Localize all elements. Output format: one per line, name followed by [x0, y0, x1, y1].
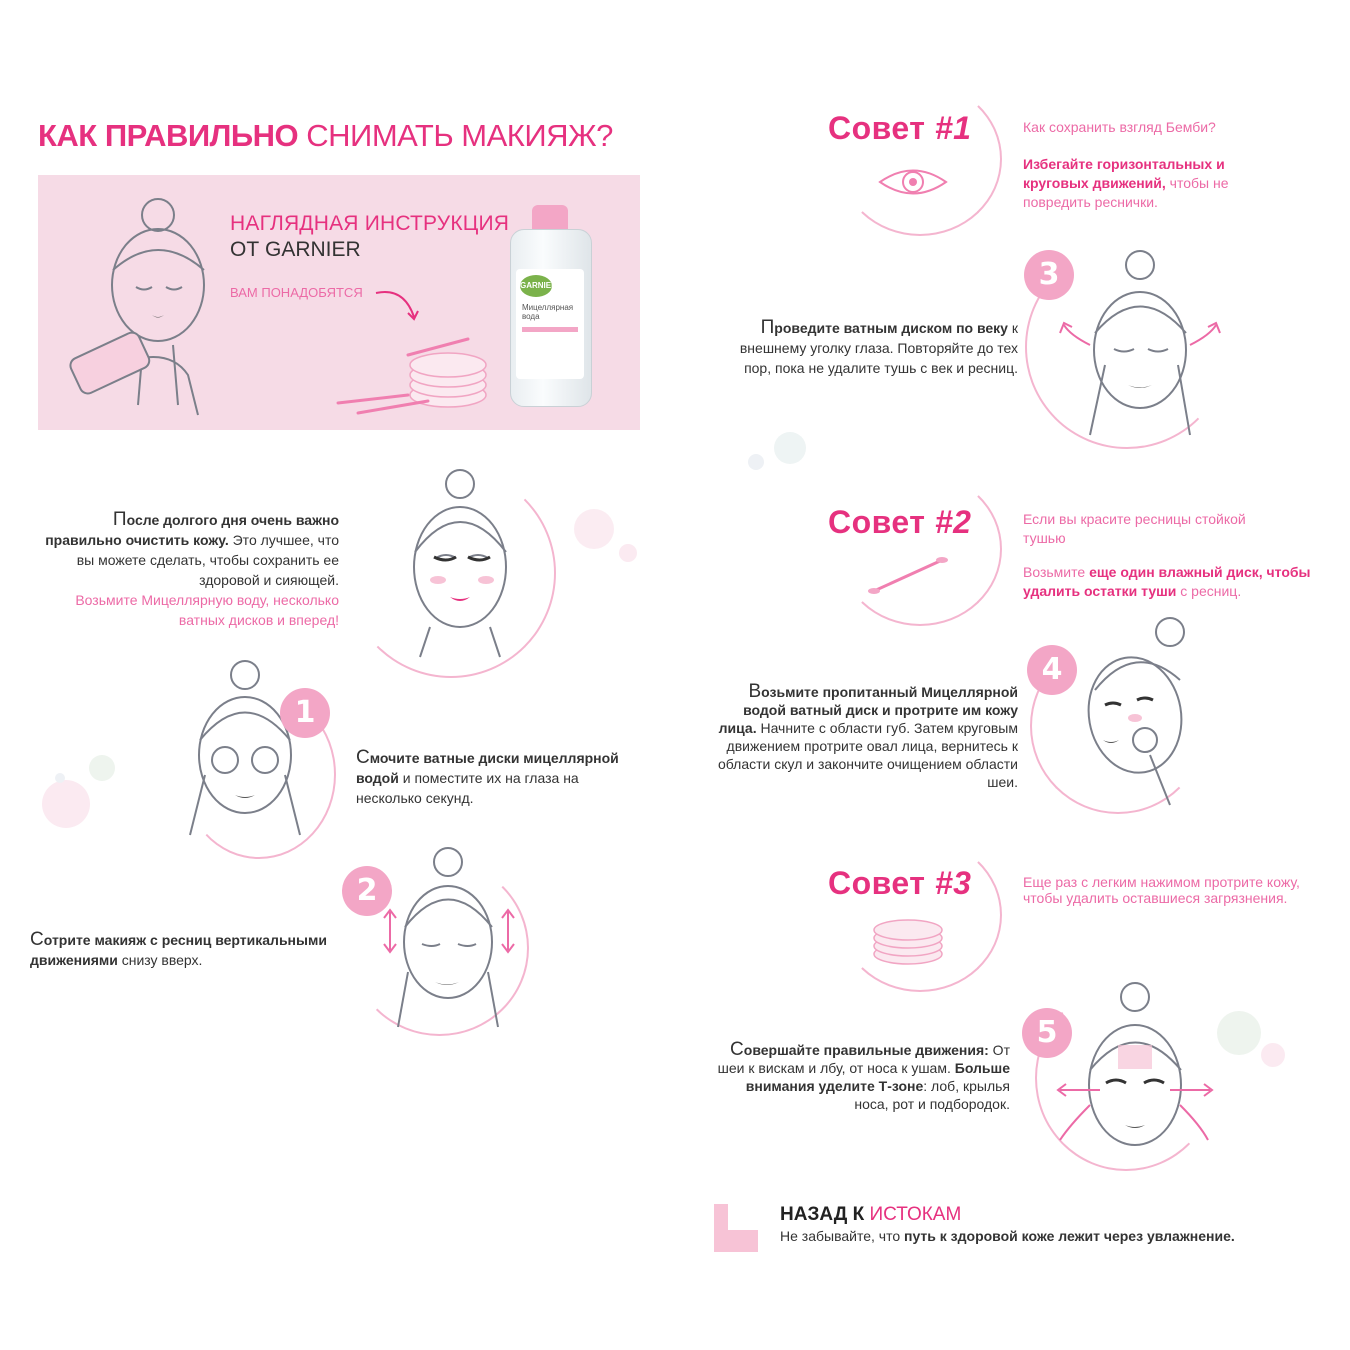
- step2-normal: снизу вверх.: [117, 952, 203, 968]
- step2-bold: отрите макияж с ресниц вертикальными движениями: [30, 932, 327, 968]
- tip1-normal: чтобы не повредить реснички.: [1023, 175, 1229, 210]
- step1-cap: С: [356, 747, 370, 768]
- step4-badge: 4: [1027, 645, 1077, 695]
- intro-text: [40, 510, 339, 630]
- title-bold: КАК ПРАВИЛЬНО: [38, 118, 299, 153]
- bubbles-decoration: [568, 505, 648, 575]
- footer-title: [780, 1204, 961, 1226]
- intro-cap: П: [112, 509, 127, 530]
- bubbles-decoration: [742, 430, 812, 480]
- cotton-pads-icon: [868, 918, 948, 968]
- step1-text: [356, 748, 636, 808]
- step2-cap: С: [30, 929, 44, 950]
- step4-normal: Начните с области губ. Затем круговым движением протрите овал лица, вернитесь к области скул и закончите очищением области шеи.: [717, 720, 1018, 790]
- banner-need-label: ВАМ ПОНАДОБЯТСЯ: [230, 285, 363, 300]
- footer-normal: Не забывайте, что: [780, 1228, 905, 1244]
- step5-normal: От шеи к вискам и лбу, от носа к ушам.: [717, 1042, 1010, 1076]
- product-label: Мицеллярная вода: [522, 303, 574, 321]
- footer-title-bold: НАЗАД К: [780, 1204, 865, 1225]
- step1-bold: мочите ватные диски мицеллярной водой: [356, 750, 619, 786]
- girl-wiping-eyelid-illustration: [1050, 245, 1230, 445]
- step5-badge: 5: [1022, 1008, 1072, 1058]
- step2-text: [30, 930, 340, 970]
- curved-arrow-icon: [374, 287, 434, 327]
- tip2-text: [1023, 563, 1313, 601]
- intro-normal: Это лучшее, что вы можете сделать, чтобы сохранить ее здоровой и сияющей.: [76, 532, 339, 588]
- tip2-word: Совет: [828, 504, 926, 540]
- step3-text: [718, 318, 1018, 378]
- footer-title-pink: ИСТОКАМ: [864, 1204, 962, 1225]
- step5-normal2: : лоб, крылья носа, рот и подбородок.: [854, 1078, 1010, 1112]
- tip1-circle: [838, 82, 1002, 236]
- intro-pink: Возьмите Мицеллярную воду, несколько ватных дисков и вперед!: [75, 592, 339, 628]
- step3-bold: роведите ватным диском по веку: [774, 320, 1008, 336]
- step5-bold2: Больше внимания уделите Т-зоне: [745, 1060, 1010, 1094]
- intro-bold: осле долгого дня очень важно правильно очистить кожу.: [45, 512, 339, 548]
- tip2-bold: еще один влажный диск, чтобы удалить остатки туши: [1023, 564, 1311, 599]
- instruction-banner: [38, 175, 640, 430]
- step3-cap: П: [760, 317, 775, 338]
- tip2-normal2: с ресниц.: [1176, 583, 1242, 599]
- step5-bold: овершайте правильные движения:: [743, 1042, 989, 1058]
- girl-wiping-cheek-illustration: [1075, 610, 1225, 810]
- step4-cap: В: [748, 681, 762, 702]
- cotton-swab-icon: [870, 555, 950, 595]
- girl-pads-on-eyes-illustration: [180, 655, 330, 845]
- title-rest: СНИМАТЬ МАКИЯЖ?: [298, 118, 613, 153]
- tip1-question: Как сохранить взгляд Бемби?: [1023, 119, 1216, 135]
- tip3-word: Совет: [828, 865, 926, 901]
- garnier-logo: GARNIER: [520, 275, 552, 297]
- step5-cap: С: [730, 1039, 744, 1060]
- tip1-bold: Избегайте горизонтальных и круговых движений,: [1023, 156, 1225, 191]
- step4-text: [705, 683, 1018, 791]
- step3-badge: 3: [1024, 250, 1074, 300]
- eye-icon: [878, 165, 948, 199]
- bubbles-decoration: [40, 752, 130, 842]
- tip1-text: [1023, 155, 1283, 212]
- girl-face-arrows-illustration: [1040, 975, 1220, 1175]
- tip1-word: Совет: [828, 110, 926, 146]
- banner-subtitle: ОТ GARNIER: [230, 238, 361, 261]
- tip2-num: #2: [934, 504, 972, 540]
- tip2-question: Если вы красите ресницы стойкой тушью: [1023, 511, 1246, 546]
- tip3-text: Еще раз с легким нажимом протрите кожу, чтобы удалить оставшиеся загрязнения.: [1023, 874, 1300, 906]
- banner-title: НАГЛЯДНАЯ ИНСТРУКЦИЯ: [230, 212, 510, 235]
- girl-with-bottle-illustration: [58, 175, 258, 430]
- footer-text: [780, 1228, 1235, 1244]
- girl-wiping-lashes-illustration: [370, 842, 520, 1032]
- bubbles-decoration: [1205, 1005, 1295, 1075]
- step3-normal: к внешнему уголку глаза. Повторяйте до тех пор, пока не удалите тушь с век и ресниц.: [739, 320, 1018, 376]
- step2-badge: 2: [342, 866, 392, 916]
- girl-face-illustration: [390, 462, 540, 662]
- tip3-num: #3: [934, 865, 972, 901]
- tube-icon: [712, 1200, 762, 1254]
- footer-bold: путь к здоровой коже лежит через увлажнение.: [904, 1228, 1235, 1244]
- page-title: [38, 118, 613, 154]
- tip2-circle: [838, 472, 1002, 626]
- step5-text: [710, 1041, 1010, 1113]
- tip3-circle: [838, 838, 1002, 992]
- step1-normal: и поместите их на глаза на несколько секунд.: [356, 770, 579, 806]
- tip1-num: #1: [934, 110, 972, 146]
- tip2-label: [828, 504, 971, 541]
- tip2-normal: Возьмите: [1023, 564, 1090, 580]
- cotton-pads-illustration: [338, 335, 498, 425]
- step4-bold: озьмите пропитанный Мицеллярной водой ватный диск и протрите им кожу лица.: [718, 684, 1018, 736]
- tip1-label: [828, 110, 971, 147]
- tip3-label: [828, 865, 971, 902]
- micellar-bottle: [510, 205, 590, 405]
- step1-badge: 1: [280, 688, 330, 738]
